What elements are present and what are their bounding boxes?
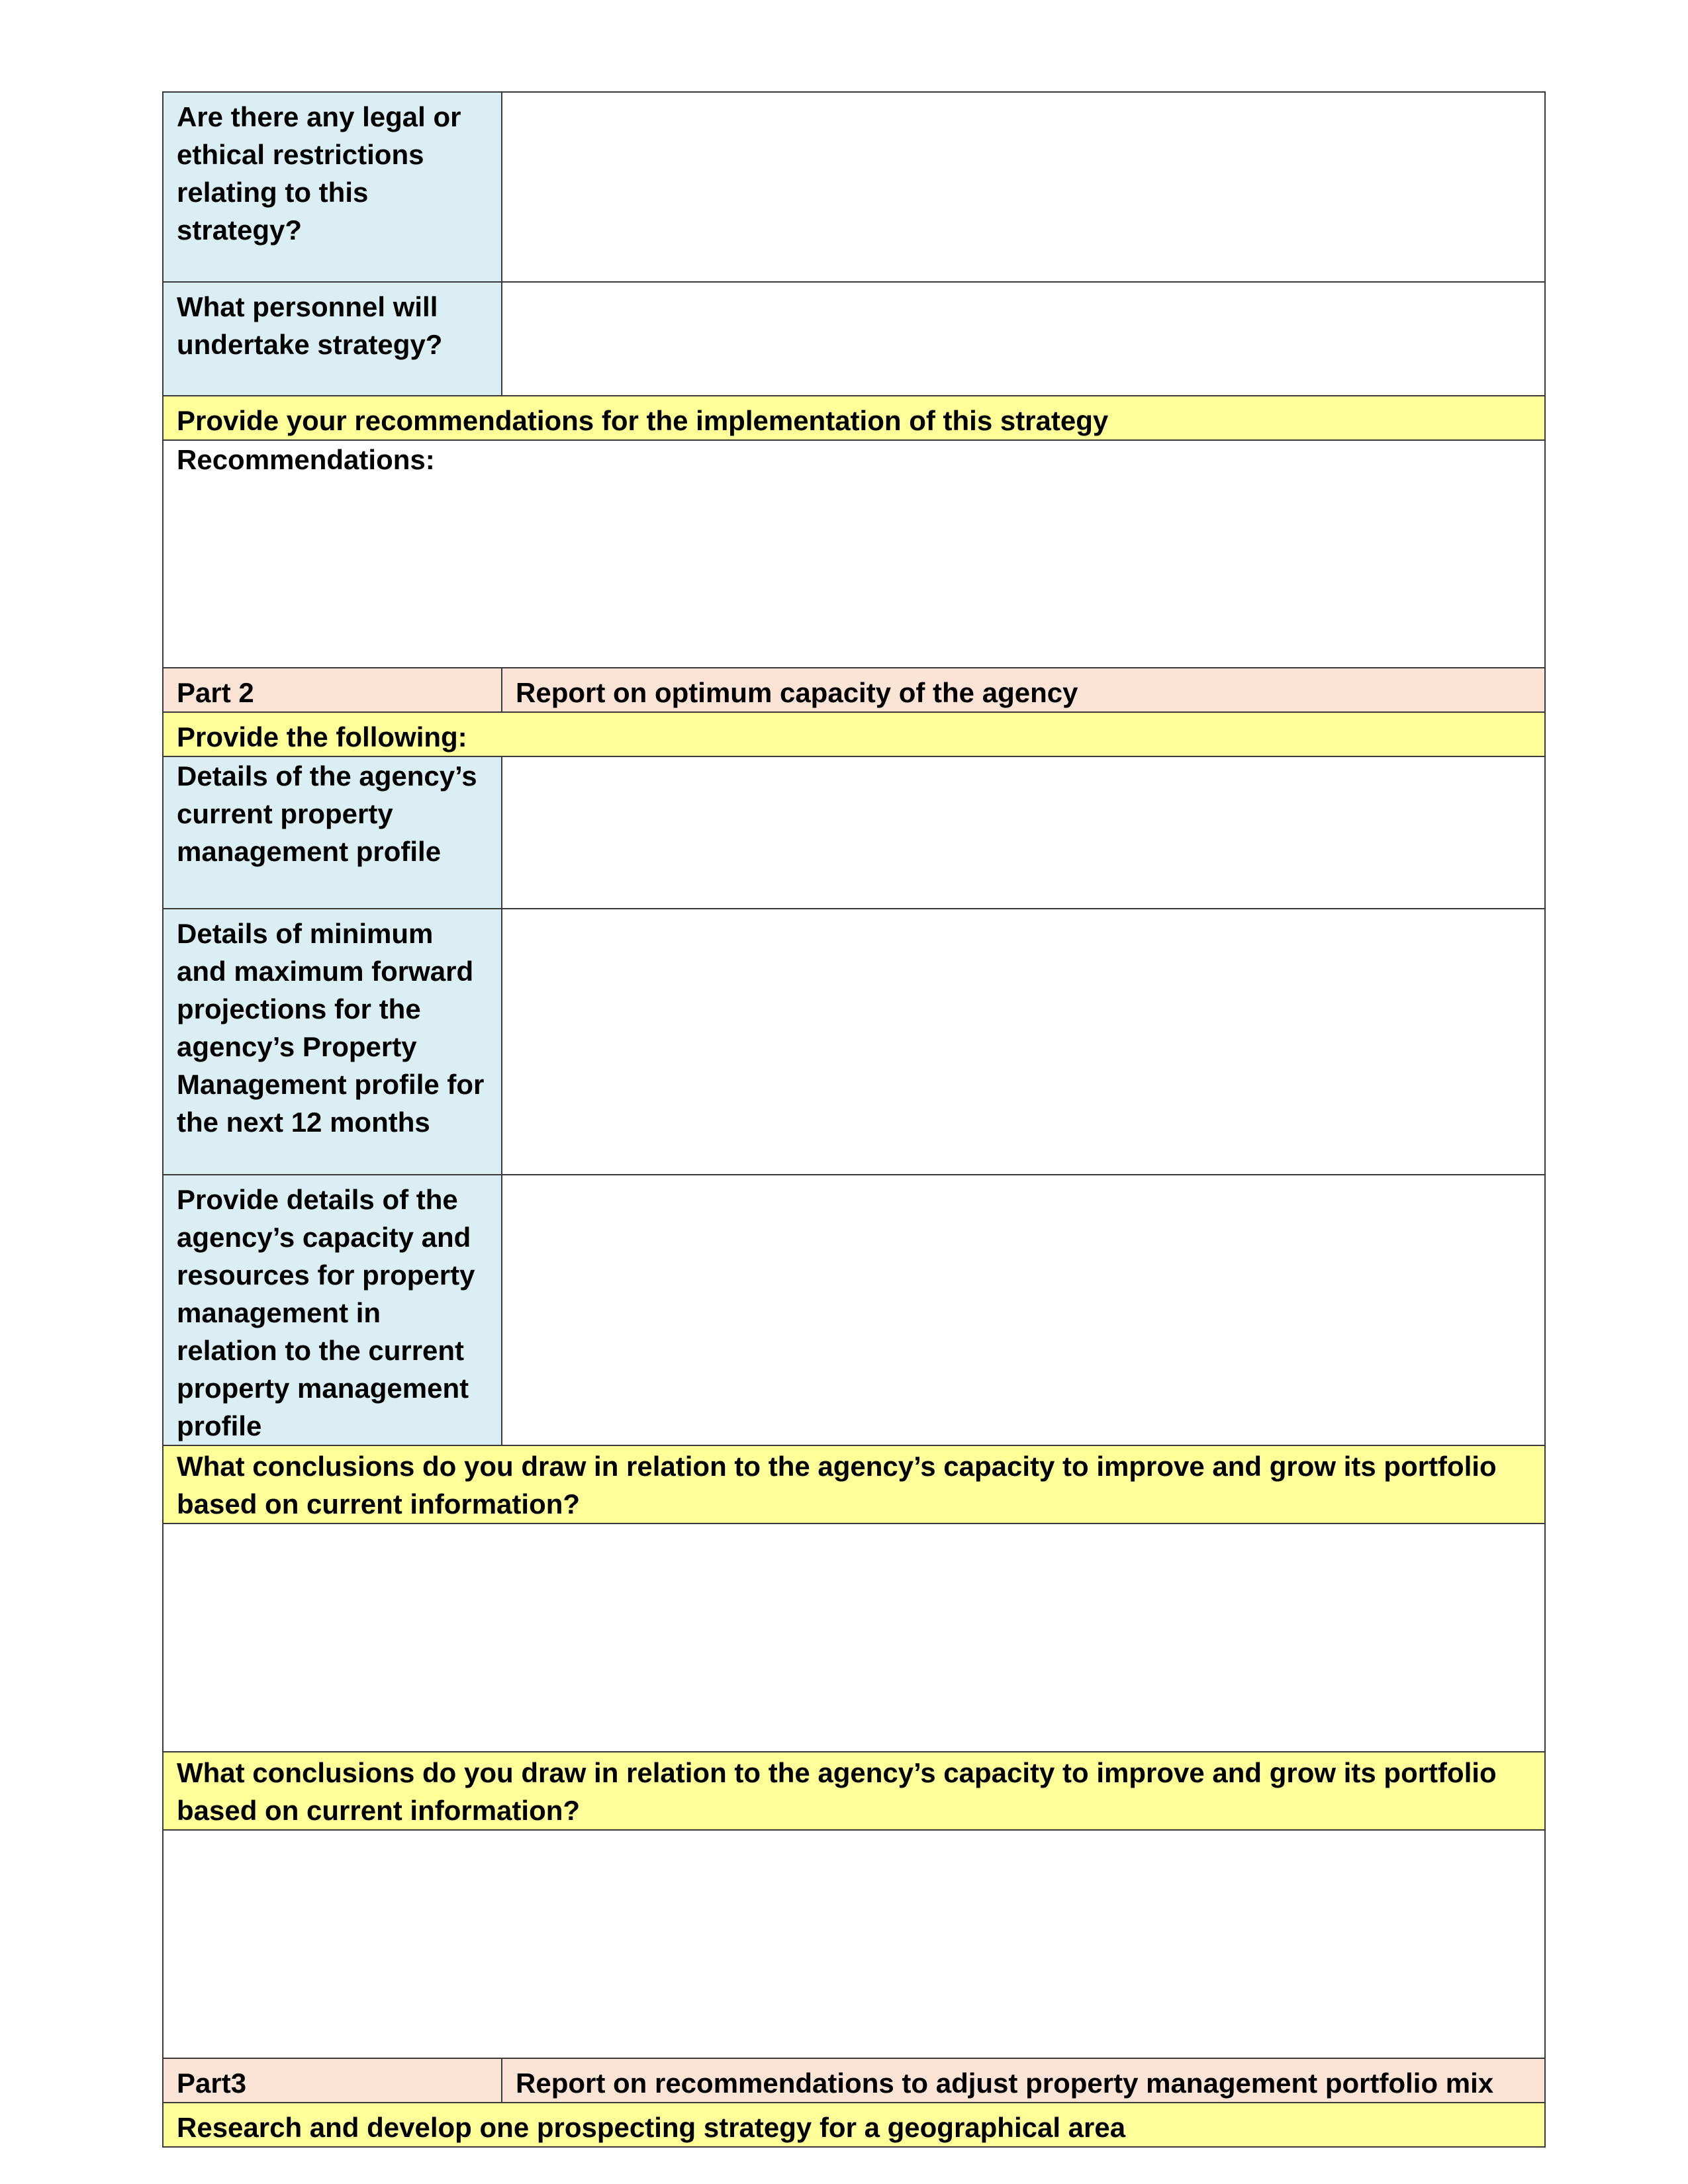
capacity-answer-field[interactable] — [502, 1175, 1545, 1445]
legal-restrictions-label: Are there any legal or ethical restrictions relating to this strategy? — [163, 92, 502, 282]
personnel-row — [163, 282, 1545, 396]
recommendations-prompt-row — [163, 396, 1545, 440]
legal-restrictions-answer-field[interactable] — [502, 92, 1545, 282]
projections-row — [163, 909, 1545, 1175]
current-profile-answer-field[interactable] — [502, 756, 1545, 909]
conclusions-answer-row-2 — [163, 1830, 1545, 2058]
research-prompt: Research and develop one prospecting strategy for a geographical area — [163, 2103, 1545, 2147]
capacity-row — [163, 1175, 1545, 1445]
part3-label: Part3 — [163, 2058, 502, 2103]
conclusions-answer-row-1 — [163, 1524, 1545, 1752]
provide-following-row — [163, 712, 1545, 756]
part2-label: Part 2 — [163, 668, 502, 712]
recommendations-row — [163, 440, 1545, 668]
personnel-answer-field[interactable] — [502, 282, 1545, 396]
conclusions-prompt-row-2 — [163, 1752, 1545, 1830]
personnel-label: What personnel will undertake strategy? — [163, 282, 502, 396]
conclusions-prompt-2: What conclusions do you draw in relation to the agency’s capacity to improve and grow its portfolio based on current information? — [163, 1752, 1545, 1830]
conclusions-prompt-1: What conclusions do you draw in relation to the agency’s capacity to improve and grow its portfolio based on current information? — [163, 1445, 1545, 1524]
projections-label: Details of minimum and maximum forward projections for the agency’s Property Management profile for the next 12 months — [163, 909, 502, 1175]
part3-title: Report on recommendations to adjust property management portfolio mix — [502, 2058, 1545, 2103]
projections-answer-field[interactable] — [502, 909, 1545, 1175]
recommendations-label: Recommendations: — [177, 444, 435, 475]
assessment-form-table — [162, 91, 1546, 2148]
provide-following-prompt: Provide the following: — [163, 712, 1545, 756]
recommendations-prompt: Provide your recommendations for the implementation of this strategy — [163, 396, 1545, 440]
assessment-form-page — [162, 91, 1544, 2148]
research-prompt-row — [163, 2103, 1545, 2147]
recommendations-answer-field[interactable] — [163, 440, 1545, 668]
capacity-label: Provide details of the agency’s capacity and resources for property management in relation to the current property management profile — [163, 1175, 502, 1445]
current-profile-label: Details of the agency’s current property management profile — [163, 756, 502, 909]
part3-header-row — [163, 2058, 1545, 2103]
conclusions-answer-field-1[interactable] — [163, 1524, 1545, 1752]
conclusions-prompt-row-1 — [163, 1445, 1545, 1524]
legal-restrictions-row — [163, 92, 1545, 282]
part2-header-row — [163, 668, 1545, 712]
current-profile-row — [163, 756, 1545, 909]
conclusions-answer-field-2[interactable] — [163, 1830, 1545, 2058]
part2-title: Report on optimum capacity of the agency — [502, 668, 1545, 712]
